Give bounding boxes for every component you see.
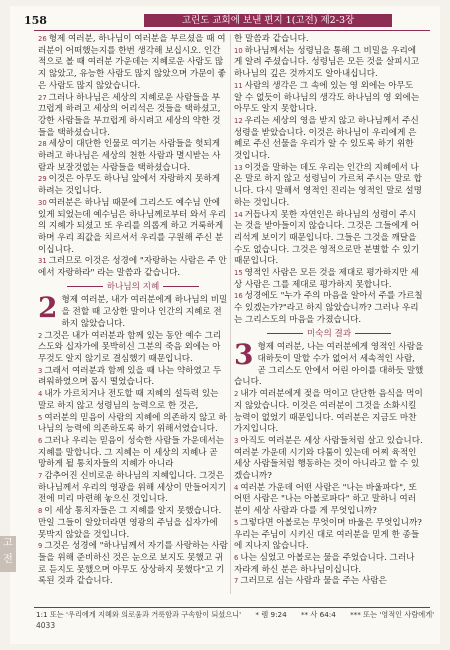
verse: 2 내가 여러분에게 젖을 먹이고 단단한 음식을 먹이지 않았습니다. 이것은 여러분이 그것을 소화시킬 능력이 없었기 때문입니다. 여러분은 지금도 마찬가지입니다. <box>234 389 423 435</box>
footnotes <box>36 610 436 620</box>
verse: 28 세상이 대단한 인물로 여기는 사람들을 헛되게 하려고 하나님은 세상의 천한 사람과 멸시받는 사람과 보잘것없는 사람들을 택하셨습니다. <box>38 139 221 173</box>
page-header <box>24 12 430 30</box>
column-separator <box>230 34 231 594</box>
verse: 12 우리는 세상의 영을 받지 않고 하나님께서 주신 성령을 받았습니다. 이것은 하나님이 우리에게 은혜로 주신 선물을 우리가 알 수 있도록 하기 위한 것입니다. <box>234 115 419 162</box>
verse: 3 그래서 여러분과 함께 있을 때 나는 약하였고 두려워하였으며 몹시 떨었습니다. <box>38 365 222 388</box>
page-code: 4033 <box>36 621 56 630</box>
verse: 29 이것은 아무도 하나님 앞에서 자랑하지 못하게 하려는 것입니다. <box>38 174 221 197</box>
verse: 13 이것을 말하는 데도 우리는 인간의 지혜에서 나온 말로 하지 않고 성령님이 가르쳐 주시는 말로 합니다. 다시 말해서 영적인 진리는 영적인 말로 설명하는 것입니다. <box>234 162 422 208</box>
verse-continuation: 한 말씀과 같습니다. <box>234 34 309 44</box>
verse: 16 성경에도 "누가 주의 마음을 알아서 주를 가르칠 수 있겠는가?"라고 하지 않았습니까? 그러나 우리는 그리스도의 마음을 가졌습니다. <box>234 291 423 325</box>
verse: 15 영적인 사람은 모든 것을 제대로 평가하지만 세상 사람은 그를 제대로 평가하지 못합니다. <box>234 268 419 290</box>
verse: 14 거듭나지 못한 자연인은 하나님의 성령이 주시는 것을 받아들이지 않습니다. 그것은 그들에게 어리석게 보이기 때문입니다. 그들은 그것을 깨달을 수도 없습니다. 그것은 영적으로만 분별할 수 있기 때문입니다. <box>234 209 420 267</box>
verse: 3 형제 여러분, 나는 여러분에게 영적인 사람을 대하듯이 말할 수가 없어서 세속적인 사람, 곧 그리스도 안에서 어린 아이를 대하듯 말했습니다. <box>234 338 424 388</box>
verse: 7 감추어진 신비로운 하나님의 지혜입니다. 그것은 하나님께서 우리의 영광을 위해 세상이 만들어지기 전에 미리 마련해 놓으신 것입니다. <box>38 471 226 505</box>
left-column <box>38 34 228 588</box>
verse: 5 여러분의 믿음이 사람의 지혜에 의존하지 않고 하나님의 능력에 의존하도록 하기 위해서였습니다. <box>38 412 227 435</box>
verse: 3 아직도 여러분은 세상 사람들처럼 살고 있습니다. 여러분 가운데 시기와 다툼이 있는데 어찌 육적인 세상 사람들처럼 행동하는 것이 아니라고 할 수 있겠습니까? <box>234 435 423 482</box>
right-column <box>234 34 424 588</box>
header-rule <box>34 30 430 31</box>
book-side-tab: 고 전 <box>0 536 16 572</box>
footnote: *** 또는 '영적인 사람에게' <box>350 610 435 619</box>
footnote: * 렘 9:24 <box>255 610 287 619</box>
section-heading: 하나님의 지혜 <box>38 282 228 294</box>
verse: 4 여러분 가운데 어떤 사람은 "나는 바울파다", 또 어떤 사람은 "나는 아볼로파다" 하고 말하니 여러분이 세상 사람과 다를 게 무엇입니까? <box>234 482 417 517</box>
verse: 27 그러나 하나님은 세상의 지혜로운 사람들을 부끄럽게 하려고 세상의 어리석은 것들을 택하셨고, 강한 사람들을 부끄럽게 하시려고 세상의 약한 것들을 택하셨습니다. <box>38 92 221 138</box>
verse: 2 형제 여러분, 내가 여러분에게 하나님의 비밀을 전할 때 고상한 말이나 인간의 지혜로 전하지 않았습니다. <box>38 291 228 329</box>
bible-page <box>10 6 440 644</box>
verse: 6 나는 심었고 아볼로는 물을 주었습니다. 그러나 자라게 하신 분은 하나님이십니다. <box>234 552 415 575</box>
verse: 10 하나님께서는 성령님을 통해 그 비밀을 우리에게 알려 주셨습니다. 성령님은 모든 것을 살피시고 하나님의 깊은 것까지도 알아내십니다. <box>234 45 420 80</box>
verse: 4 내가 가르치거나 전도할 때 지혜의 설득력 있는 말로 하지 않고 성령님의 능력으로 한 것은, <box>38 389 219 411</box>
verse: 11 사람의 생각은 그 속에 있는 영 외에는 아무도 알 수 없듯이 하나님의 생각도 하나님의 영 외에는 아무도 알지 못합니다. <box>234 80 420 115</box>
footnote-rule <box>34 607 430 608</box>
verse: 5 그렇다면 아볼로는 무엇이며 바울은 무엇입니까? 우리는 주님이 시키신 대로 여러분을 믿게 한 종들에 지나지 않습니다. <box>234 517 422 552</box>
footnote: 1:1 또는 '우리에게 지혜와 의로움과 거룩함과 구속함이 되셨으니' <box>36 610 242 619</box>
verse: 8 이 세상 통치자들은 그 지혜를 알지 못했습니다. 만일 그들이 알았더라면 영광의 주님을 십자가에 못박지 않았을 것입니다. <box>38 506 222 540</box>
verse: 26 형제 여러분, 하나님이 여러분을 부르셨을 때 여러분이 어떠했는지를 한번 생각해 보십시오. 인간적으로 볼 때 여러분 가운데는 지혜로운 사람도 많지 않았고, 유능한 사람도 많지 않았으며 가문이 좋은 사람도 많지 않았습니다. <box>38 34 226 91</box>
book-chapter-title: 고린도 교회에 보낸 편지 1(고전) 제2-3장 <box>144 14 392 27</box>
footnote: ** 사 64:4 <box>300 610 336 619</box>
verse: 9 그것은 성경에 "하나님께서 자기를 사랑하는 사람들을 위해 준비하신 것은 눈으로 보지도 못했고 귀로 듣지도 못했으며 아무도 상상하지 못했다"고 기록된 것과 같습니다. <box>38 541 228 587</box>
verse: 31 그러므로 이것은 성경에 "자랑하는 사람은 주 안에서 자랑하라" 라는 말씀과 같습니다. <box>38 256 227 279</box>
verse: 30 여러분은 하나님 때문에 그리스도 예수님 안에 있게 되었는데 예수님은 하나님께로부터 와서 우리의 지혜가 되셨고 또 우리를 의롭게 하고 거룩하게 하며 우리 죄값을 치르셔서 우리를 구원해 주신 분이십니다. <box>38 197 226 255</box>
verse: 6 그러나 우리는 믿음이 성숙한 사람들 가운데서는 지혜를 말합니다. 그 지혜는 이 세상의 지혜나 곧 망하게 될 통치자들의 지혜가 아니라 <box>38 435 225 470</box>
chapter-number: 2 <box>38 291 58 325</box>
page-number: 158 <box>24 14 47 27</box>
verse: 7 그러므로 심는 사람과 물을 주는 사람은 <box>234 576 387 587</box>
chapter-number: 3 <box>234 338 254 372</box>
section-heading: 미숙의 결과 <box>234 329 424 341</box>
verse: 2 그것은 내가 여러분과 함께 있는 동안 예수 그리스도와 십자가에 못박히신 그분의 죽음 외에는 아무것도 알지 않기로 결심했기 때문입니다. <box>38 330 222 364</box>
